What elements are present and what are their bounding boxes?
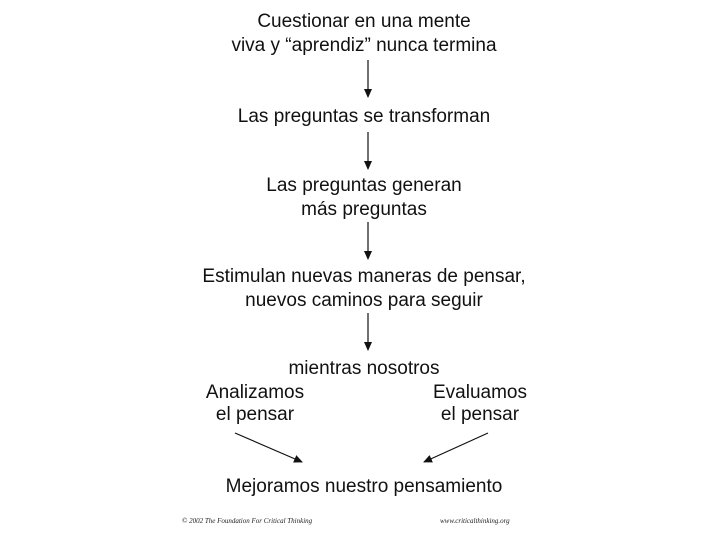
node-1-line-2: viva y “aprendiz” nunca termina [231,35,497,56]
right-node-line-2: el pensar [440,404,520,425]
node-4-line-2: nuevos caminos para seguir [245,290,483,311]
node-5-line-1: mientras nosotros [288,358,440,379]
node-1-line-1: Cuestionar en una mente [257,11,471,32]
node-4-line-1: Estimulan nuevas maneras de pensar, [202,266,526,287]
final-node-line-1: Mejoramos nuestro pensamiento [225,476,503,497]
arrow-right-to-final [424,433,488,462]
right-node-line-1: Evaluamos [433,382,527,403]
left-node-line-2: el pensar [215,404,295,425]
arrow-left-to-final [235,433,302,462]
footer-copyright: © 2002 The Foundation For Critical Thinking [182,517,313,525]
node-3-line-1: Las preguntas generan [266,175,462,196]
node-3-line-2: más preguntas [301,199,427,220]
footer-url: www.criticalthinking.org [440,517,510,525]
node-2-line-1: Las preguntas se transforman [237,106,491,127]
left-node-line-1: Analizamos [205,382,305,403]
